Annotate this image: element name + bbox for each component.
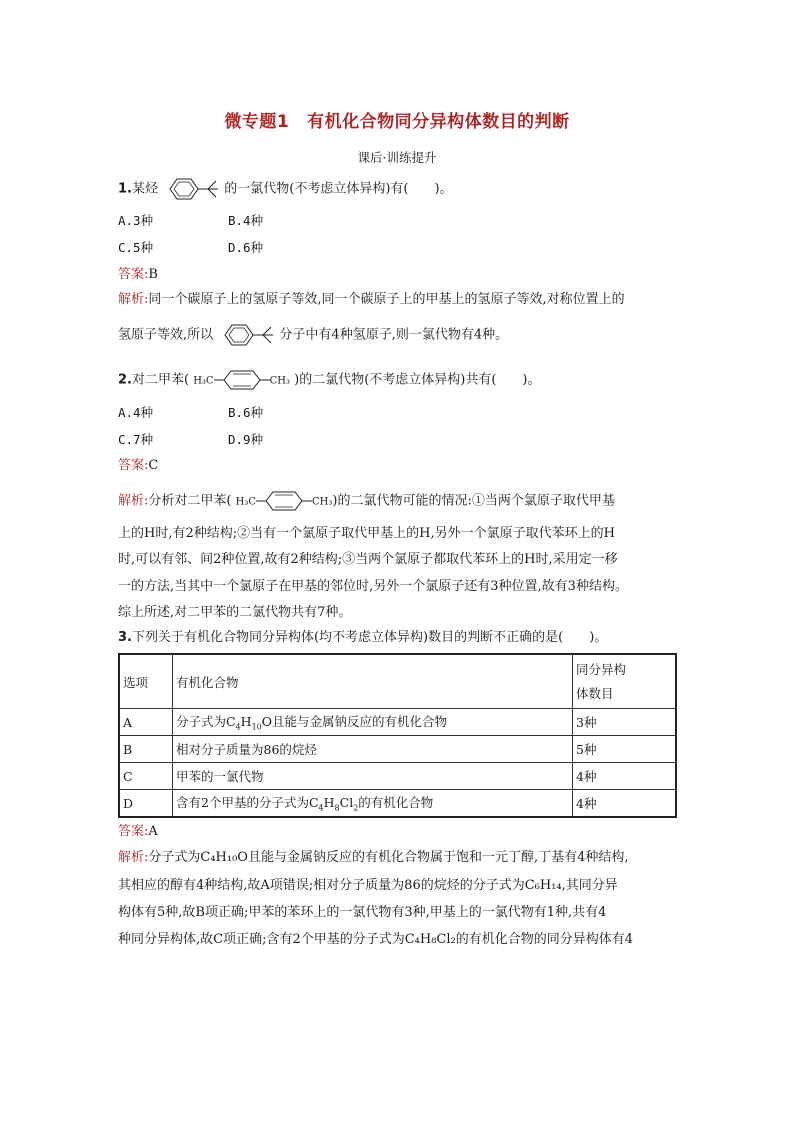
q2-option-d: D.9种 xyxy=(228,432,264,447)
row-d-mid: H xyxy=(323,795,335,811)
q1-analysis-pre: 氢原子等效,所以 xyxy=(118,327,214,343)
header-option: 选项 xyxy=(119,654,173,709)
q1-answer-label: 答案: xyxy=(118,267,149,282)
tert-butylbenzene-structure xyxy=(162,176,220,202)
q2-struct-left: H₃C xyxy=(193,375,214,387)
header-count-line-1: 同分异构 xyxy=(576,661,627,677)
q2-option-a: A.4种 xyxy=(118,405,154,420)
table-header-row xyxy=(119,654,676,709)
q2-answer xyxy=(118,456,158,476)
q1-analysis-line-1 xyxy=(118,290,625,310)
q1-post: 的一氯代物(不考虑立体异构)有( )。 xyxy=(224,181,453,197)
q2-answer-value: C xyxy=(148,458,159,473)
q3-analysis-line-1 xyxy=(118,848,629,868)
q3-answer-value: A xyxy=(148,824,158,839)
table-row xyxy=(119,790,676,818)
q2-analysis-line-2: 上的H时,有2种结构;②当有一个氯原子取代甲基上的H,另外一个氯原子取代苯环上的H xyxy=(118,526,615,541)
row-a-option: A xyxy=(119,709,173,736)
q3-answer xyxy=(118,822,158,842)
row-c-count: 4种 xyxy=(573,763,677,790)
q1-option-b: B.4种 xyxy=(228,213,264,228)
row-d-desc-post: 的有机化合物 xyxy=(358,795,434,811)
q3-analysis-line-2: 其相应的醇有4种结构,故A项错误;相对分子质量为86的烷烃的分子式为C₆H₁₄,其同分异 xyxy=(118,878,618,893)
q1-number: 1. xyxy=(118,181,132,197)
q2-analysis-line-5: 综上所述,对二甲苯的二氯代物共有7种。 xyxy=(118,605,352,620)
q3-analysis-text-1: 分子式为C₄H₁₀O且能与金属钠反应的有机化合物属于饱和一元丁醇,丁基有4种结构, xyxy=(148,850,629,865)
q2-answer-label: 答案: xyxy=(118,458,149,473)
p-xylene-ring-2 xyxy=(256,490,312,512)
row-a-desc xyxy=(173,709,573,736)
q2-stem xyxy=(118,369,540,392)
header-count-line-2: 体数目 xyxy=(576,685,614,701)
q1-analysis-label: 解析: xyxy=(118,292,149,307)
row-a-sub2: 10 xyxy=(251,722,262,732)
q2-analysis-pre: 分析对二甲苯( xyxy=(148,493,232,509)
title-prefix: 微专题1 xyxy=(224,112,290,132)
q3-table xyxy=(118,653,677,818)
q2-post: )的二氯代物(不考虑立体异构)共有( )。 xyxy=(294,372,541,388)
q1-analysis-text-1: 同一个碳原子上的氢原子等效,同一个碳原子上的甲基上的氢原子等效,对称位置上的 xyxy=(148,292,625,307)
row-b-desc: 相对分子质量为86的烷烃 xyxy=(173,736,573,763)
q3-analysis-line-4: 种同分异构体,故C项正确;含有2个甲基的分子式为C₄H₈Cl₂的有机化合物的同分异构体有4 xyxy=(118,932,634,947)
row-d-mid2: Cl xyxy=(339,795,354,811)
q3-text: 下列关于有机化合物同分异构体(均不考虑立体异构)数目的判断不正确的是( )。 xyxy=(131,630,608,645)
q2-analysis-line-4: 一的方法,当其中一个氯原子在甲基的邻位时,另外一个氯原子还有3种位置,故有3种结构。 xyxy=(118,579,628,594)
table-row xyxy=(119,763,676,790)
q1-option-c: C.5种 xyxy=(118,240,154,255)
row-a-mid: H xyxy=(240,714,252,730)
tert-butylbenzene-structure-2 xyxy=(217,322,275,348)
q2-analysis-label: 解析: xyxy=(118,493,149,509)
q1-answer-value: B xyxy=(148,267,158,282)
row-d-count: 4种 xyxy=(573,790,677,818)
table-row xyxy=(119,736,676,763)
page-subtitle: 课后·训练提升 xyxy=(357,150,437,165)
header-compound: 有机化合物 xyxy=(173,654,573,709)
q1-analysis-line-2 xyxy=(118,322,508,348)
q1-option-a: A.3种 xyxy=(118,213,154,228)
q2-analysis-line-1 xyxy=(118,490,615,513)
q2-option-c: C.7种 xyxy=(118,432,154,447)
row-d-desc xyxy=(173,790,573,818)
q1-option-d: D.6种 xyxy=(228,240,264,255)
q2-analysis-struct-left: H₃C xyxy=(235,496,256,508)
p-xylene-ring xyxy=(214,369,270,391)
q3-analysis-line-3: 构体有5种,故B项正确;甲苯的苯环上的一氯代物有3种,甲基上的一氯代物有1种,共有4 xyxy=(118,905,607,920)
table-row xyxy=(119,709,676,736)
row-d-sub3: 2 xyxy=(353,803,359,813)
q1-pre: 某烃 xyxy=(131,181,158,197)
row-a-desc-post: O且能与金属钠反应的有机化合物 xyxy=(261,714,448,730)
row-b-count: 5种 xyxy=(573,736,677,763)
q2-analysis-line-3: 时,可以有邻、间2种位置,故有2种结构;③当两个氯原子都取代苯环上的H时,采用定一移 xyxy=(118,552,618,567)
q2-option-b: B.6种 xyxy=(228,405,264,420)
q3-analysis-label: 解析: xyxy=(118,850,149,865)
row-c-option: C xyxy=(119,763,173,790)
row-d-option: D xyxy=(119,790,173,818)
q2-struct-right: CH₃ xyxy=(269,375,290,387)
row-d-desc-pre: 含有2个甲基的分子式为C xyxy=(176,795,319,811)
row-a-desc-pre: 分子式为C xyxy=(176,714,236,730)
header-count xyxy=(573,654,677,709)
row-b-option: B xyxy=(119,736,173,763)
q1-answer xyxy=(118,265,158,285)
q3-answer-label: 答案: xyxy=(118,824,149,839)
page-title xyxy=(0,107,794,132)
row-c-desc: 甲苯的一氯代物 xyxy=(173,763,573,790)
row-d-sub1: 4 xyxy=(318,803,324,813)
title-main: 有机化合物同分异构体数目的判断 xyxy=(307,112,570,132)
q1-analysis-post: 分子中有4种氢原子,则一氯代物有4种。 xyxy=(279,327,509,343)
q1-stem xyxy=(118,176,453,202)
row-d-sub2: 8 xyxy=(334,803,340,813)
q3-stem xyxy=(118,628,607,648)
row-a-count: 3种 xyxy=(573,709,677,736)
q2-number: 2. xyxy=(118,372,132,388)
row-a-sub1: 4 xyxy=(235,722,241,732)
q2-analysis-struct-right: CH₃ xyxy=(312,496,333,508)
q2-pre: 对二甲苯( xyxy=(131,372,190,388)
q3-number: 3. xyxy=(118,630,132,645)
q2-analysis-post: )的二氯代物可能的情况:①当两个氯原子取代甲基 xyxy=(332,493,615,509)
